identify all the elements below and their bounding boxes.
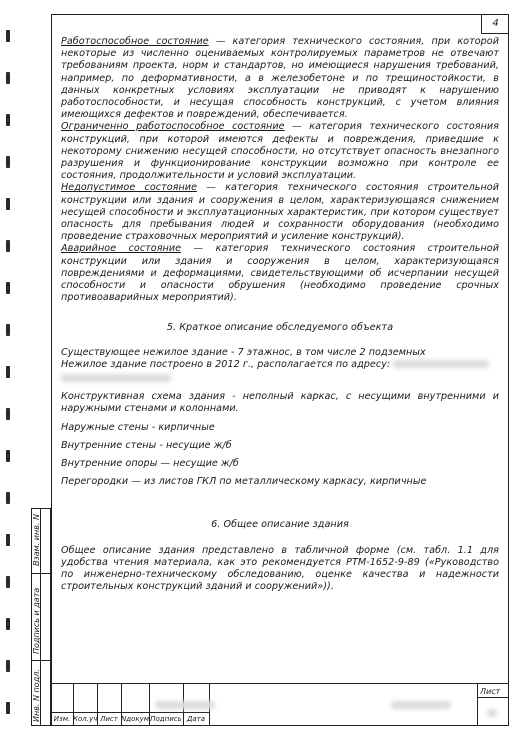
redacted-doc-code	[391, 701, 451, 709]
punch-mark	[6, 156, 10, 168]
redacted-address	[393, 360, 489, 368]
internal-supports: Внутренние опоры — несущие ж/б	[61, 458, 239, 470]
punch-mark	[6, 282, 10, 294]
title-block-divider	[477, 697, 509, 698]
punch-mark	[6, 492, 10, 504]
stamp-invpodl: Инв. N подл.	[32, 669, 41, 722]
stamp-sep	[31, 660, 51, 661]
title-block-divider	[477, 684, 478, 726]
punch-mark	[6, 114, 10, 126]
building-address-label: Нежилое здание построено в 2012 г., располагается по адресу:	[61, 358, 391, 370]
punch-mark	[6, 30, 10, 42]
walls-internal: Внутренние стены - несущие ж/б	[61, 439, 232, 451]
punch-mark	[6, 702, 10, 714]
section-5-heading: 5. Краткое описание обследуемого объекта	[166, 322, 394, 334]
definition-text: — категория технического состояния строительной конструкции или здания и сооружения в целом, характеризующаяся снижением несущей способности и эксплуатационных характеристик, при котором существует опасность для пребывания людей и сохранности оборудования (необходимо проведение страховочных мероприятий и усиление конструкций).	[61, 182, 499, 243]
punch-mark	[6, 240, 10, 252]
punch-mark	[6, 576, 10, 588]
redacted-line	[61, 373, 499, 385]
redacted-address	[61, 374, 171, 382]
punch-mark	[6, 198, 10, 210]
structural-scheme: Конструктивная схема здания - неполный каркас, с несущими внутренними и наружными стенами и колоннами.	[61, 391, 499, 415]
section-6-text: Общее описание здания представлено в табличной форме (см. табл. 1.1 для удобства чтения материала, как это рекомендуется РТМ-1652-9-89 («Руководство по инженерно-техническому обследованию, оценке качества и надежности строительных конструкций зданий и сооружений»)).	[61, 544, 499, 593]
punch-mark	[6, 72, 10, 84]
definition-term: Недопустимое состояние	[61, 182, 198, 194]
punch-mark	[6, 660, 10, 672]
punch-mark	[6, 324, 10, 336]
stamp-sep	[31, 573, 51, 574]
punch-mark	[6, 408, 10, 420]
title-block	[51, 683, 509, 726]
definition-text: — категория технического состояния конструкций, при которой имеются дефекты и повреждения, приведшие к некоторому снижению несущей способности, но отсутствует опасность внезапного разрушения и функционирование конструкции возможно при контроле ее состояния, продолжительности и условий эксплуатации.	[61, 121, 499, 182]
punch-mark	[6, 450, 10, 462]
title-block-row	[51, 712, 209, 713]
page-number: 4	[481, 14, 509, 34]
building-floors: Существующее нежилое здание - 7 этажнос, в том числе 2 подземных	[61, 346, 426, 358]
definition-term: Работоспособное состояние	[61, 36, 209, 47]
col-ndokum: Nдокум.	[121, 715, 152, 723]
col-koluch: Кол.уч	[73, 715, 98, 723]
definition-term: Ограниченно работоспособное состояние	[61, 121, 285, 133]
section-6-heading: 6. Общее описание здания	[211, 518, 349, 530]
stamp-podpis: Подпись и дата	[32, 587, 41, 654]
stamp-vzam: Взам. инв. N	[32, 514, 41, 566]
definition-text: — категория технического состояния строительной конструкции или здания и сооружения в целом, характеризующаяся повреждениями и деформациями, свидетельствующими об исчерпании несущей способности и опасности обрушения (необходимо проведение срочных противоаварийных мероприятий).	[61, 243, 499, 304]
punch-mark	[6, 618, 10, 630]
definition-3	[61, 182, 499, 243]
col-podpis: Подпись	[150, 715, 182, 723]
definition-2	[61, 121, 499, 182]
definition-text: — категория технического состояния, при которой некоторые из численно оцениваемых контролируемых параметров не отвечают требованиям проекта, норм и стандартов, но имеющиеся нарушения требований, например, по деформативности, а в железобетоне и по трещиностойкости, в данных конкретных условиях эксплуатации не приводят к нарушению работоспособности, и несущая способность конструкций, с учетом влияния имеющихся дефектов и повреждений, обеспечивается.	[61, 36, 499, 121]
redacted-signature	[155, 701, 215, 709]
redacted-sheet-no	[487, 709, 497, 717]
sheet-label: Лист	[480, 687, 501, 696]
col-data: Дата	[186, 715, 206, 723]
col-izm: Изм.	[53, 715, 71, 723]
col-list: Лист	[100, 715, 118, 723]
definition-term: Аварийное состояние	[61, 243, 182, 255]
punch-mark	[6, 534, 10, 546]
binding-strip	[0, 0, 14, 735]
definition-1	[61, 36, 499, 121]
partitions: Перегородки — из листов ГКЛ по металлическому каркасу, кирпичные	[61, 476, 427, 488]
walls-external: Наружные стены - кирпичные	[61, 421, 215, 433]
punch-mark	[6, 366, 10, 378]
building-address-line	[61, 359, 499, 371]
document-body	[61, 36, 499, 594]
definition-4	[61, 243, 499, 304]
